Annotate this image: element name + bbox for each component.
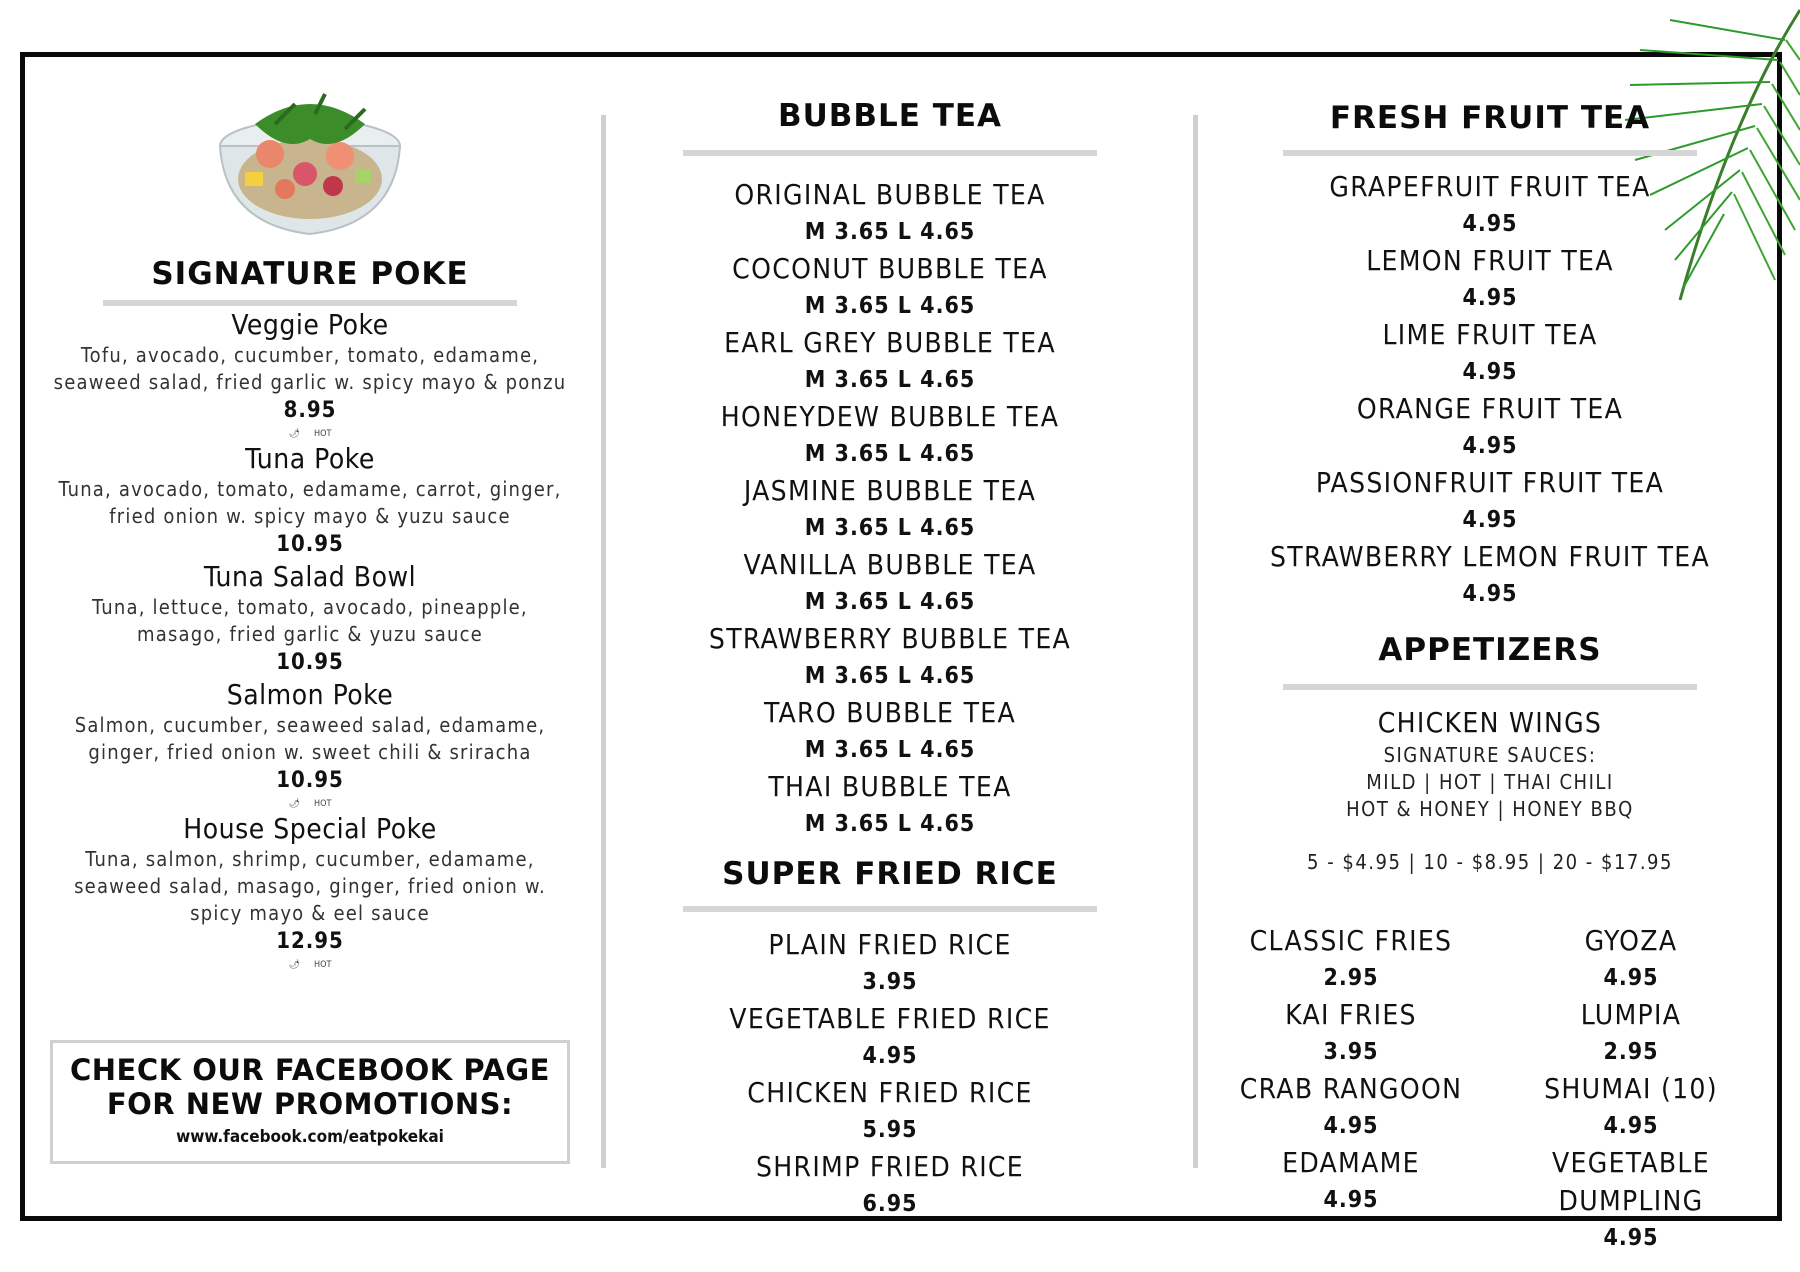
item-price: 4.95: [1462, 211, 1518, 237]
chili-icon: 🌶: [288, 429, 300, 439]
menu-item: [1486, 922, 1776, 996]
item-name: ORANGE FRUIT TEA: [1356, 392, 1624, 425]
chicken-wings-item: [1240, 704, 1740, 876]
menu-item: [1486, 1070, 1776, 1144]
section-rule: [1283, 684, 1697, 690]
item-name: KAI FRIES: [1285, 998, 1417, 1031]
wings-pricing: 5 - $4.95 | 10 - $8.95 | 20 - $17.95: [1307, 850, 1673, 874]
menu-item: [650, 250, 1130, 324]
item-name: TARO BUBBLE TEA: [763, 696, 1016, 729]
item-price: 3.95: [1323, 1039, 1379, 1065]
item-price: 4.95: [1603, 965, 1659, 991]
menu-item: [650, 1000, 1130, 1074]
menu-item: [1216, 996, 1486, 1070]
item-price: M 3.65 L 4.65: [804, 515, 976, 541]
menu-item: [650, 768, 1130, 842]
menu-item: [1240, 168, 1740, 242]
item-name: STRAWBERRY LEMON FRUIT TEA: [1269, 540, 1711, 573]
item-price: 10.95: [276, 768, 344, 793]
item-price: 2.95: [1603, 1039, 1659, 1065]
item-description: Tuna, avocado, tomato, edamame, carrot, ginger,: [58, 477, 562, 501]
item-price: 5.95: [862, 1117, 918, 1143]
item-description: seaweed salad, fried garlic w. spicy mayo & ponzu: [53, 370, 567, 394]
item-price: 4.95: [1462, 507, 1518, 533]
item-price: M 3.65 L 4.65: [804, 219, 976, 245]
item-price: 4.95: [1323, 1113, 1379, 1139]
item-description: Salmon, cucumber, seaweed salad, edamame,: [74, 713, 546, 737]
bubble-tea-list: [650, 176, 1130, 842]
item-price: 4.95: [1462, 581, 1518, 607]
item-description: fried onion w. spicy mayo & yuzu sauce: [109, 504, 511, 528]
item-name: HONEYDEW BUBBLE TEA: [720, 400, 1060, 433]
item-name: CRAB RANGOON: [1239, 1072, 1463, 1105]
item-name: STRAWBERRY BUBBLE TEA: [708, 622, 1072, 655]
item-price: 8.95: [283, 398, 337, 423]
item-name: JASMINE BUBBLE TEA: [743, 474, 1037, 507]
item-price: 10.95: [276, 532, 344, 557]
item-name: LEMON FRUIT TEA: [1366, 244, 1614, 277]
poke-column: [40, 256, 580, 973]
item-price: 4.95: [1462, 359, 1518, 385]
chili-icon: 🌶: [288, 799, 300, 809]
hot-label: HOT: [314, 429, 332, 439]
section-rule: [1283, 150, 1697, 156]
hot-indicator: [40, 796, 580, 812]
item-name: EARL GREY BUBBLE TEA: [724, 326, 1056, 359]
item-name: COCONUT BUBBLE TEA: [732, 252, 1048, 285]
item-name: House Special Poke: [183, 812, 437, 845]
menu-item: [650, 398, 1130, 472]
promo-line-2: FOR NEW PROMOTIONS:: [106, 1087, 514, 1121]
item-name: VANILLA BUBBLE TEA: [743, 548, 1037, 581]
facebook-promo-box: [50, 1040, 570, 1164]
hot-label: HOT: [314, 799, 332, 809]
hot-indicator: [40, 957, 580, 973]
menu-item: [1486, 996, 1776, 1070]
item-name: ORIGINAL BUBBLE TEA: [734, 178, 1046, 211]
item-price: 4.95: [1462, 433, 1518, 459]
menu-item: [650, 472, 1130, 546]
item-price: M 3.65 L 4.65: [804, 737, 976, 763]
item-description: spicy mayo & eel sauce: [190, 901, 430, 925]
item-name: PLAIN FRIED RICE: [768, 928, 1012, 961]
menu-item: [40, 308, 580, 442]
menu-item: [650, 694, 1130, 768]
item-description: Tuna, salmon, shrimp, cucumber, edamame,: [85, 847, 535, 871]
item-price: 4.95: [1462, 285, 1518, 311]
section-title-super-fried-rice: SUPER FRIED RICE: [722, 856, 1058, 892]
item-description: seaweed salad, masago, ginger, fried onion w.: [74, 874, 546, 898]
fruit-tea-list: [1240, 168, 1740, 612]
item-name: LUMPIA: [1580, 998, 1682, 1031]
menu-item: [1240, 538, 1740, 612]
item-price: 3.95: [862, 969, 918, 995]
appetizer-grid: [1216, 922, 1740, 1256]
item-name: Tuna Poke: [245, 442, 375, 475]
item-price: 4.95: [1603, 1113, 1659, 1139]
item-description: Tuna, lettuce, tomato, avocado, pineapple,: [92, 595, 528, 619]
section-rule: [683, 150, 1097, 156]
menu-item: [1240, 464, 1740, 538]
menu-item: [40, 560, 580, 678]
section-rule: [103, 300, 517, 306]
section-title-signature-poke: SIGNATURE POKE: [151, 256, 469, 292]
item-name: VEGETABLE DUMPLING: [1552, 1146, 1710, 1217]
item-price: M 3.65 L 4.65: [804, 811, 976, 837]
item-description: ginger, fried onion w. sweet chili & sriracha: [88, 740, 532, 764]
item-name: PASSIONFRUIT FRUIT TEA: [1315, 466, 1665, 499]
item-name: SHRIMP FRIED RICE: [755, 1150, 1025, 1183]
item-name: EDAMAME: [1282, 1146, 1420, 1179]
menu-item: [650, 546, 1130, 620]
item-name: THAI BUBBLE TEA: [768, 770, 1012, 803]
menu-item: [650, 926, 1130, 1000]
item-description: masago, fried garlic & yuzu sauce: [137, 622, 483, 646]
item-price: 12.95: [276, 929, 344, 954]
menu-item: [1486, 1144, 1776, 1256]
item-name: LIME FRUIT TEA: [1382, 318, 1598, 351]
item-price: M 3.65 L 4.65: [804, 663, 976, 689]
menu-item: [40, 812, 580, 973]
facebook-link[interactable]: www.facebook.com/eatpokekai: [176, 1127, 444, 1147]
menu-item: [1240, 316, 1740, 390]
item-name: CHICKEN FRIED RICE: [747, 1076, 1033, 1109]
item-name: SHUMAI (10): [1544, 1072, 1718, 1105]
item-name: Veggie Poke: [231, 308, 389, 341]
promo-line-1: CHECK OUR FACEBOOK PAGE: [70, 1053, 550, 1087]
item-price: 6.95: [862, 1191, 918, 1217]
sauces-list: HOT & HONEY | HONEY BBQ: [1346, 797, 1634, 821]
poke-bowl-image: [215, 84, 405, 236]
item-name: GRAPEFRUIT FRUIT TEA: [1329, 170, 1651, 203]
item-name: Tuna Salad Bowl: [203, 560, 417, 593]
menu-item: [650, 1148, 1130, 1222]
item-name: CLASSIC FRIES: [1249, 924, 1453, 957]
item-price: M 3.65 L 4.65: [804, 367, 976, 393]
column-divider-right: [1193, 115, 1198, 1168]
bubble-tea-column: [650, 98, 1130, 1222]
section-rule: [683, 906, 1097, 912]
menu-item: [1240, 390, 1740, 464]
column-divider-left: [601, 115, 606, 1168]
section-title-appetizers: APPETIZERS: [1378, 632, 1602, 668]
item-description: Tofu, avocado, cucumber, tomato, edamame,: [80, 343, 540, 367]
fried-rice-list: [650, 926, 1130, 1222]
item-price: 2.95: [1323, 965, 1379, 991]
fruit-tea-column: [1240, 100, 1740, 1256]
menu-item: [1240, 242, 1740, 316]
sauces-list: MILD | HOT | THAI CHILI: [1366, 770, 1614, 794]
item-price: 4.95: [1323, 1187, 1379, 1213]
chili-icon: 🌶: [288, 960, 300, 970]
sauces-label: SIGNATURE SAUCES:: [1383, 743, 1597, 767]
menu-item: [40, 442, 580, 560]
menu-item: [650, 1074, 1130, 1148]
hot-indicator: [40, 426, 580, 442]
menu-item: [1216, 1070, 1486, 1144]
menu-item: [650, 620, 1130, 694]
item-price: 10.95: [276, 650, 344, 675]
item-price: M 3.65 L 4.65: [804, 293, 976, 319]
item-price: 4.95: [862, 1043, 918, 1069]
item-name: Salmon Poke: [226, 678, 394, 711]
item-price: M 3.65 L 4.65: [804, 441, 976, 467]
menu-item: [40, 678, 580, 812]
item-name: VEGETABLE FRIED RICE: [729, 1002, 1051, 1035]
item-name: GYOZA: [1584, 924, 1678, 957]
section-title-bubble-tea: BUBBLE TEA: [777, 98, 1003, 134]
item-name: CHICKEN WINGS: [1377, 706, 1603, 739]
menu-item: [650, 176, 1130, 250]
menu-item: [1216, 1144, 1486, 1256]
menu-item: [650, 324, 1130, 398]
item-price: M 3.65 L 4.65: [804, 589, 976, 615]
menu-item: [1216, 922, 1486, 996]
hot-label: HOT: [314, 960, 332, 970]
section-title-fresh-fruit-tea: FRESH FRUIT TEA: [1329, 100, 1651, 136]
item-price: 4.95: [1603, 1225, 1659, 1251]
